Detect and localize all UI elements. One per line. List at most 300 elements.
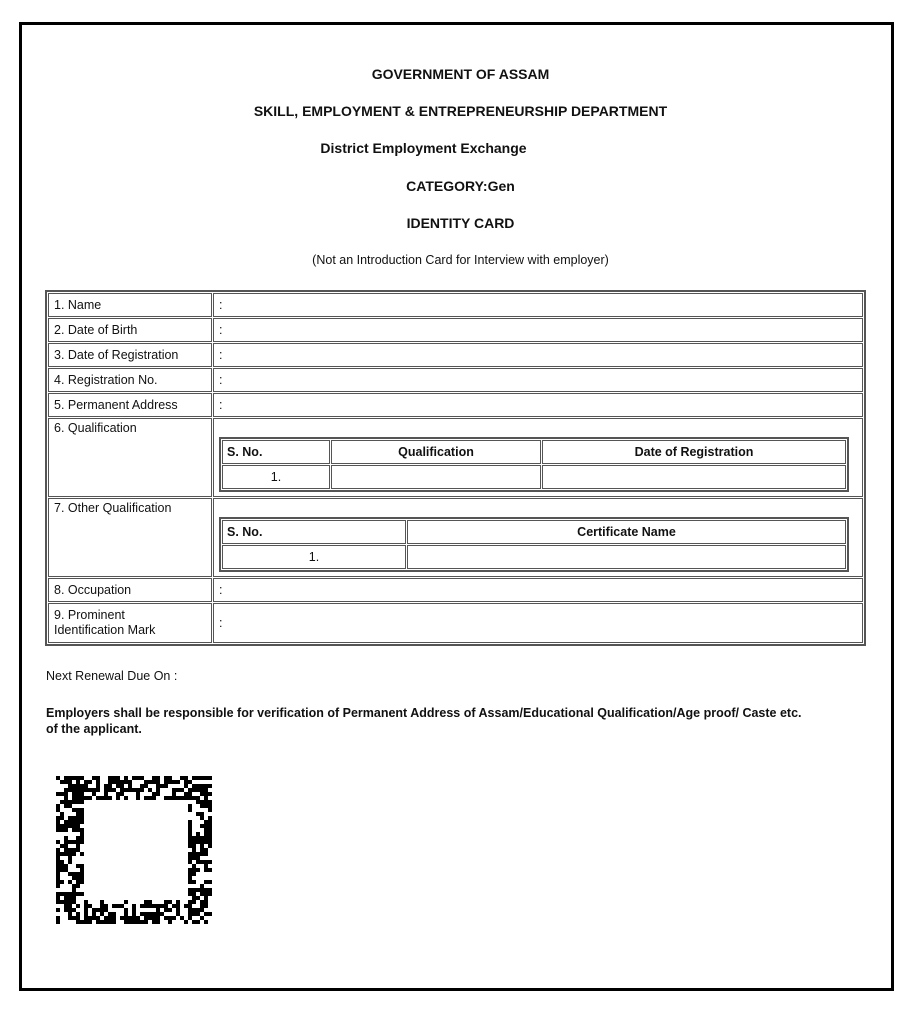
qr-module xyxy=(200,900,204,904)
field-label: 7. Other Qualification xyxy=(48,498,212,577)
qr-module xyxy=(144,912,148,916)
qr-module xyxy=(72,852,76,856)
cell-sno: 1. xyxy=(222,545,406,569)
qr-module xyxy=(204,836,208,840)
qr-module xyxy=(204,860,208,864)
qr-module xyxy=(124,920,128,924)
qr-module xyxy=(64,828,68,832)
qr-module xyxy=(204,900,208,904)
qr-module xyxy=(140,912,144,916)
qr-module xyxy=(204,832,208,836)
qr-module xyxy=(56,816,60,820)
qr-module xyxy=(164,784,168,788)
qr-module xyxy=(128,916,132,920)
qr-module xyxy=(96,920,100,924)
qr-module xyxy=(56,828,60,832)
field-row-occupation xyxy=(48,578,863,602)
qr-module xyxy=(188,808,192,812)
field-label-line1: 9. Prominent xyxy=(54,608,125,622)
qr-module xyxy=(156,788,160,792)
qr-module xyxy=(204,824,208,828)
qr-module xyxy=(60,868,64,872)
qr-module xyxy=(192,844,196,848)
qr-module xyxy=(92,792,96,796)
qr-module xyxy=(176,788,180,792)
qr-module xyxy=(64,780,68,784)
qr-module xyxy=(68,900,72,904)
other-qualification-header-row xyxy=(222,520,846,544)
qr-module xyxy=(208,880,212,884)
qr-module xyxy=(56,880,60,884)
qr-module xyxy=(140,784,144,788)
qr-module xyxy=(188,856,192,860)
qr-module xyxy=(192,796,196,800)
qr-module xyxy=(60,852,64,856)
qr-module xyxy=(120,780,124,784)
qr-module xyxy=(76,916,80,920)
qr-module xyxy=(148,900,152,904)
qr-module xyxy=(180,916,184,920)
qr-module xyxy=(200,848,204,852)
qr-module xyxy=(200,916,204,920)
qr-module xyxy=(76,912,80,916)
qr-module xyxy=(128,784,132,788)
qr-module xyxy=(204,820,208,824)
qualification-header-row xyxy=(222,440,846,464)
cell-certificate-name xyxy=(407,545,846,569)
qr-module xyxy=(156,904,160,908)
qr-module xyxy=(188,796,192,800)
qr-module xyxy=(176,912,180,916)
qr-module xyxy=(144,900,148,904)
qr-module xyxy=(188,892,192,896)
qr-module xyxy=(132,788,136,792)
qr-module xyxy=(152,792,156,796)
qr-module xyxy=(148,912,152,916)
qr-module xyxy=(64,820,68,824)
qr-module xyxy=(72,824,76,828)
qr-module xyxy=(200,844,204,848)
qr-module xyxy=(68,824,72,828)
qr-module xyxy=(128,788,132,792)
qr-module xyxy=(80,832,84,836)
qr-module xyxy=(56,840,60,844)
qr-module xyxy=(76,784,80,788)
office-title: District Employment Exchange xyxy=(320,140,527,156)
qr-module xyxy=(92,908,96,912)
qr-module xyxy=(80,892,84,896)
qr-module xyxy=(196,832,200,836)
qr-module xyxy=(128,780,132,784)
qr-module xyxy=(200,804,204,808)
qr-module xyxy=(104,792,108,796)
qr-module xyxy=(64,852,68,856)
qr-module xyxy=(192,920,196,924)
qr-module xyxy=(144,916,148,920)
qr-module xyxy=(192,840,196,844)
field-row-dob xyxy=(48,318,863,342)
qr-module xyxy=(80,864,84,868)
qr-module xyxy=(188,908,192,912)
qr-module xyxy=(148,780,152,784)
qr-module xyxy=(84,916,88,920)
qr-module xyxy=(96,784,100,788)
field-row-permanent-address xyxy=(48,393,863,417)
qr-module xyxy=(208,792,212,796)
qr-module xyxy=(72,796,76,800)
qr-module xyxy=(108,912,112,916)
qr-module xyxy=(188,876,192,880)
qr-module xyxy=(188,912,192,916)
qr-module xyxy=(112,904,116,908)
qr-module xyxy=(80,796,84,800)
qr-module xyxy=(168,776,172,780)
qr-module xyxy=(84,912,88,916)
qr-module xyxy=(96,780,100,784)
qr-module xyxy=(204,792,208,796)
qr-module xyxy=(68,848,72,852)
qr-module xyxy=(56,896,60,900)
qr-module xyxy=(56,872,60,876)
qr-module xyxy=(144,796,148,800)
qr-module xyxy=(196,896,200,900)
qr-module xyxy=(160,784,164,788)
qr-module xyxy=(204,800,208,804)
field-row-other-qualification xyxy=(48,498,863,577)
qr-module xyxy=(208,832,212,836)
qr-module xyxy=(72,784,76,788)
qr-module xyxy=(208,784,212,788)
qr-module xyxy=(148,796,152,800)
qr-module xyxy=(196,840,200,844)
qr-module xyxy=(200,836,204,840)
qr-module xyxy=(208,820,212,824)
qr-module xyxy=(60,792,64,796)
qr-module xyxy=(140,920,144,924)
qr-code-icon xyxy=(56,776,214,926)
qr-module xyxy=(76,800,80,804)
qr-module xyxy=(208,868,212,872)
qr-module xyxy=(144,904,148,908)
qr-module xyxy=(76,904,80,908)
qr-module xyxy=(100,796,104,800)
qr-module xyxy=(160,904,164,908)
qr-module xyxy=(76,816,80,820)
qr-module xyxy=(188,916,192,920)
qr-module xyxy=(144,920,148,924)
qr-module xyxy=(68,840,72,844)
qr-module xyxy=(76,876,80,880)
qr-module xyxy=(204,796,208,800)
qr-module xyxy=(56,868,60,872)
qr-module xyxy=(136,920,140,924)
field-label: 6. Qualification xyxy=(48,418,212,497)
qr-module xyxy=(168,900,172,904)
qr-module xyxy=(124,908,128,912)
qr-module xyxy=(80,800,84,804)
qr-module xyxy=(196,776,200,780)
qr-module xyxy=(208,816,212,820)
qr-module xyxy=(148,904,152,908)
qr-module xyxy=(156,792,160,796)
qr-module xyxy=(172,796,176,800)
qr-module xyxy=(92,788,96,792)
qr-module xyxy=(56,820,60,824)
qr-module xyxy=(196,868,200,872)
qr-module xyxy=(72,888,76,892)
qr-module xyxy=(72,848,76,852)
qr-module xyxy=(72,884,76,888)
field-label: 2. Date of Birth xyxy=(48,318,212,342)
qr-module xyxy=(172,916,176,920)
qr-module xyxy=(80,920,84,924)
qr-module xyxy=(124,780,128,784)
qr-module xyxy=(76,864,80,868)
qr-module xyxy=(188,852,192,856)
field-value: : xyxy=(213,603,863,643)
qr-module xyxy=(100,912,104,916)
qr-module xyxy=(196,836,200,840)
qr-module xyxy=(96,788,100,792)
qr-module xyxy=(124,912,128,916)
qr-module xyxy=(92,776,96,780)
qr-module xyxy=(88,796,92,800)
qr-module xyxy=(200,888,204,892)
qr-module xyxy=(208,800,212,804)
qr-module xyxy=(152,796,156,800)
qr-module xyxy=(208,836,212,840)
qr-module xyxy=(72,800,76,804)
qr-module xyxy=(204,868,208,872)
qr-module xyxy=(172,788,176,792)
qr-module xyxy=(56,848,60,852)
qr-module xyxy=(188,780,192,784)
qr-module xyxy=(80,816,84,820)
qr-module xyxy=(68,816,72,820)
qr-module xyxy=(124,788,128,792)
qr-module xyxy=(192,852,196,856)
qr-module xyxy=(72,828,76,832)
qr-module xyxy=(80,812,84,816)
field-value: : xyxy=(213,368,863,392)
qr-module xyxy=(64,788,68,792)
qr-module xyxy=(188,860,192,864)
qr-module xyxy=(204,892,208,896)
qr-module xyxy=(136,796,140,800)
qr-module xyxy=(172,792,176,796)
qr-module xyxy=(196,888,200,892)
qr-module xyxy=(76,824,80,828)
qr-module xyxy=(152,904,156,908)
qr-module xyxy=(60,812,64,816)
qr-module xyxy=(176,780,180,784)
field-label: 8. Occupation xyxy=(48,578,212,602)
qr-module xyxy=(72,816,76,820)
qr-module xyxy=(204,912,208,916)
qr-module xyxy=(80,784,84,788)
qr-module xyxy=(192,908,196,912)
column-header-certificate-name: Certificate Name xyxy=(407,520,846,544)
qr-module xyxy=(128,920,132,924)
qr-module xyxy=(56,776,60,780)
qr-module xyxy=(112,920,116,924)
qr-module xyxy=(188,888,192,892)
qr-module xyxy=(60,900,64,904)
qr-module xyxy=(132,916,136,920)
qr-module xyxy=(196,852,200,856)
qr-module xyxy=(64,844,68,848)
qr-module xyxy=(76,872,80,876)
qr-module xyxy=(192,896,196,900)
qr-module xyxy=(164,796,168,800)
qr-module xyxy=(144,784,148,788)
qr-module xyxy=(76,788,80,792)
qr-module xyxy=(68,892,72,896)
qr-module xyxy=(72,808,76,812)
qr-module xyxy=(72,792,76,796)
qr-module xyxy=(188,824,192,828)
qr-module xyxy=(156,916,160,920)
qr-module xyxy=(196,796,200,800)
qr-module xyxy=(60,880,64,884)
field-label: 4. Registration No. xyxy=(48,368,212,392)
qr-module xyxy=(96,916,100,920)
field-value: : xyxy=(213,318,863,342)
qr-module xyxy=(176,796,180,800)
qr-module xyxy=(208,828,212,832)
qr-module xyxy=(96,796,100,800)
qr-module xyxy=(116,776,120,780)
qr-module xyxy=(68,804,72,808)
qr-module xyxy=(68,896,72,900)
qr-module xyxy=(208,804,212,808)
qr-module xyxy=(108,780,112,784)
qr-module xyxy=(200,908,204,912)
qr-module xyxy=(72,892,76,896)
qr-module xyxy=(140,904,144,908)
qr-module xyxy=(64,848,68,852)
qr-module xyxy=(64,836,68,840)
qr-module xyxy=(200,824,204,828)
qr-module xyxy=(180,796,184,800)
qr-module xyxy=(80,880,84,884)
qr-module xyxy=(80,788,84,792)
qr-module xyxy=(184,792,188,796)
qr-module xyxy=(208,840,212,844)
qr-module xyxy=(64,776,68,780)
qr-module xyxy=(64,904,68,908)
table-row xyxy=(222,465,846,489)
qr-module xyxy=(188,836,192,840)
qr-module xyxy=(132,912,136,916)
other-qualification-table xyxy=(219,517,849,572)
qr-module xyxy=(148,788,152,792)
qr-module xyxy=(208,888,212,892)
qr-module xyxy=(64,868,68,872)
qr-module xyxy=(152,912,156,916)
qr-module xyxy=(96,776,100,780)
qr-module xyxy=(152,780,156,784)
qr-module xyxy=(80,808,84,812)
qr-module xyxy=(80,868,84,872)
qr-module xyxy=(80,840,84,844)
qr-module xyxy=(84,784,88,788)
qr-module xyxy=(68,916,72,920)
qr-module xyxy=(116,792,120,796)
qr-module xyxy=(144,780,148,784)
qr-module xyxy=(72,820,76,824)
qr-module xyxy=(88,780,92,784)
field-row-registration-no xyxy=(48,368,863,392)
qr-module xyxy=(120,792,124,796)
qr-module xyxy=(192,776,196,780)
qr-module xyxy=(164,904,168,908)
qr-module xyxy=(208,912,212,916)
field-row-qualification xyxy=(48,418,863,497)
qr-module xyxy=(196,856,200,860)
qr-module xyxy=(80,792,84,796)
field-label: 5. Permanent Address xyxy=(48,393,212,417)
qr-module xyxy=(200,860,204,864)
category-label: CATEGORY:Gen xyxy=(406,178,515,194)
qr-module xyxy=(124,916,128,920)
qr-module xyxy=(208,892,212,896)
qr-module xyxy=(204,896,208,900)
qr-module xyxy=(192,912,196,916)
qr-module xyxy=(112,916,116,920)
qr-module xyxy=(208,776,212,780)
qr-module xyxy=(196,800,200,804)
qr-module xyxy=(200,852,204,856)
qr-module xyxy=(200,788,204,792)
qr-module xyxy=(192,880,196,884)
qr-module xyxy=(200,776,204,780)
qr-module xyxy=(188,792,192,796)
qr-module xyxy=(204,840,208,844)
qr-module xyxy=(60,816,64,820)
qr-module xyxy=(208,808,212,812)
qr-module xyxy=(60,800,64,804)
qr-module xyxy=(116,784,120,788)
qr-module xyxy=(208,824,212,828)
qr-module xyxy=(68,820,72,824)
qr-module xyxy=(100,920,104,924)
qr-module xyxy=(72,908,76,912)
qr-module xyxy=(180,788,184,792)
column-header-date-of-registration: Date of Registration xyxy=(542,440,846,464)
qr-module xyxy=(56,916,60,920)
qr-module xyxy=(64,892,68,896)
qr-module xyxy=(132,904,136,908)
qr-module xyxy=(204,828,208,832)
qr-module xyxy=(108,796,112,800)
qr-module xyxy=(184,784,188,788)
qr-module xyxy=(56,852,60,856)
department-title: SKILL, EMPLOYMENT & ENTREPRENEURSHIP DEPARTMENT xyxy=(253,103,668,119)
qr-module xyxy=(60,864,64,868)
qr-module xyxy=(88,788,92,792)
qr-module xyxy=(200,800,204,804)
qr-module xyxy=(64,804,68,808)
qr-module xyxy=(72,916,76,920)
qr-module xyxy=(56,920,60,924)
qr-module xyxy=(104,784,108,788)
qr-module xyxy=(56,884,60,888)
qr-module xyxy=(72,840,76,844)
qr-module xyxy=(76,780,80,784)
qr-module xyxy=(72,788,76,792)
qr-module xyxy=(84,780,88,784)
